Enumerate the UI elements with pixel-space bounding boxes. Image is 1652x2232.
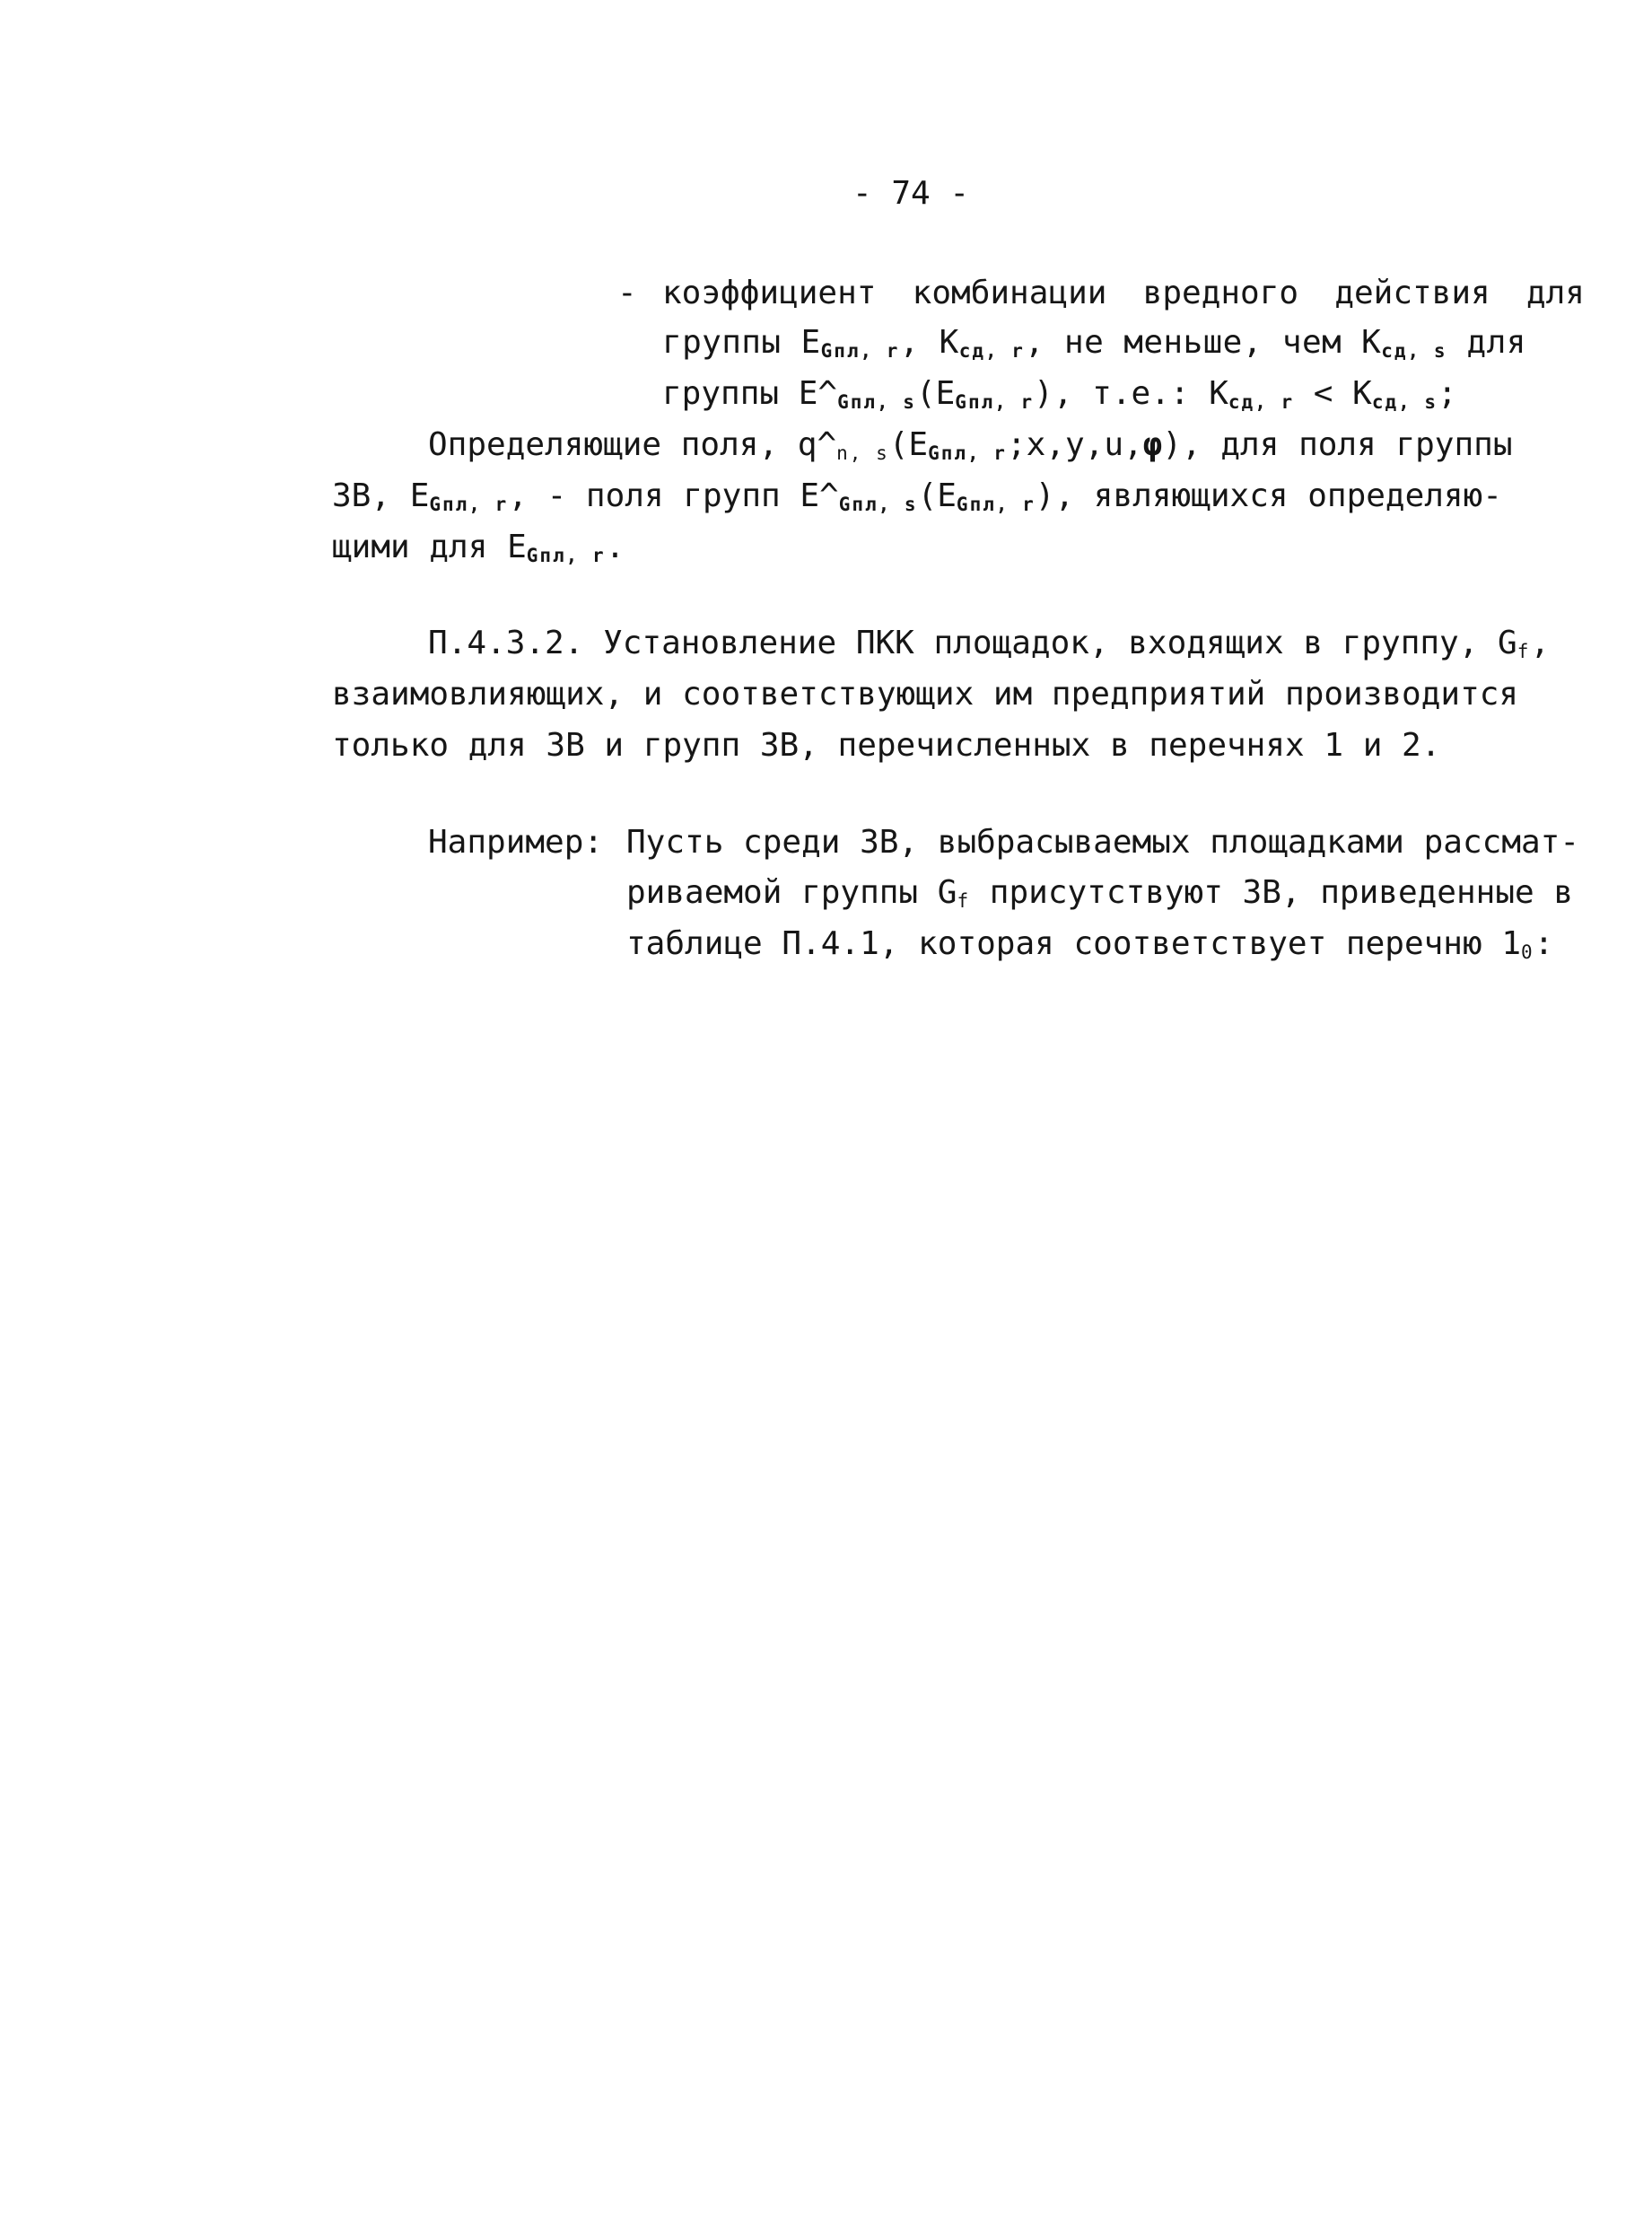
clause-line-3: только для ЗВ и групп ЗВ, перечисленных в перечнях 1 и 2. xyxy=(332,727,1441,764)
defining-line-2: ЗВ, $E_{Gпл, r}$, - поля групп $E\^{}_{Gпл, s}(E_{Gпл, r})$, являющихся определяю- xyxy=(332,477,1502,515)
defining-line-1: Определяющие поля, $q\^{}_{n, s}(E_{Gпл, r};x,y,u,\varphi)$, для поля группы xyxy=(428,426,1513,464)
phi-symbol: φ xyxy=(1142,426,1163,463)
example-line-1: Пусть среди ЗВ, выбрасываемых площадками рассмат- xyxy=(626,824,1580,861)
clause-line-1: П.4.3.2. Установление ПКК площадок, входящих в группу, $G_f$, xyxy=(428,625,1551,662)
page-number: - 74 - xyxy=(852,175,970,212)
clause-line-2: взаимовлияющих, и соответствующих им предприятий производится xyxy=(332,676,1519,713)
example-line-2: риваемой группы $G_f$ присутствуют ЗВ, приведенные в xyxy=(626,874,1574,912)
defining-line-3: щими для $E_{Gпл, r}$. xyxy=(332,529,625,566)
bullet-dash: - xyxy=(617,275,637,311)
bullet-line-2: группы $E_{Gпл, r}$, $K_{сд, r}$, не меньше, чем $K_{сд, s}$ для xyxy=(662,324,1526,362)
bullet-line-1: коэффициент комбинации вредного действия для xyxy=(662,275,1585,311)
example-line-3: таблице П.4.1, которая соответствует перечню $1_0$: xyxy=(626,925,1554,963)
example-label: Например: xyxy=(428,824,604,861)
bullet-line-3: группы $E\^{}_{Gпл, s}(E_{Gпл, r})$, т.е.: $K_{сд, r} < K_{сд, s}$; xyxy=(662,375,1457,413)
